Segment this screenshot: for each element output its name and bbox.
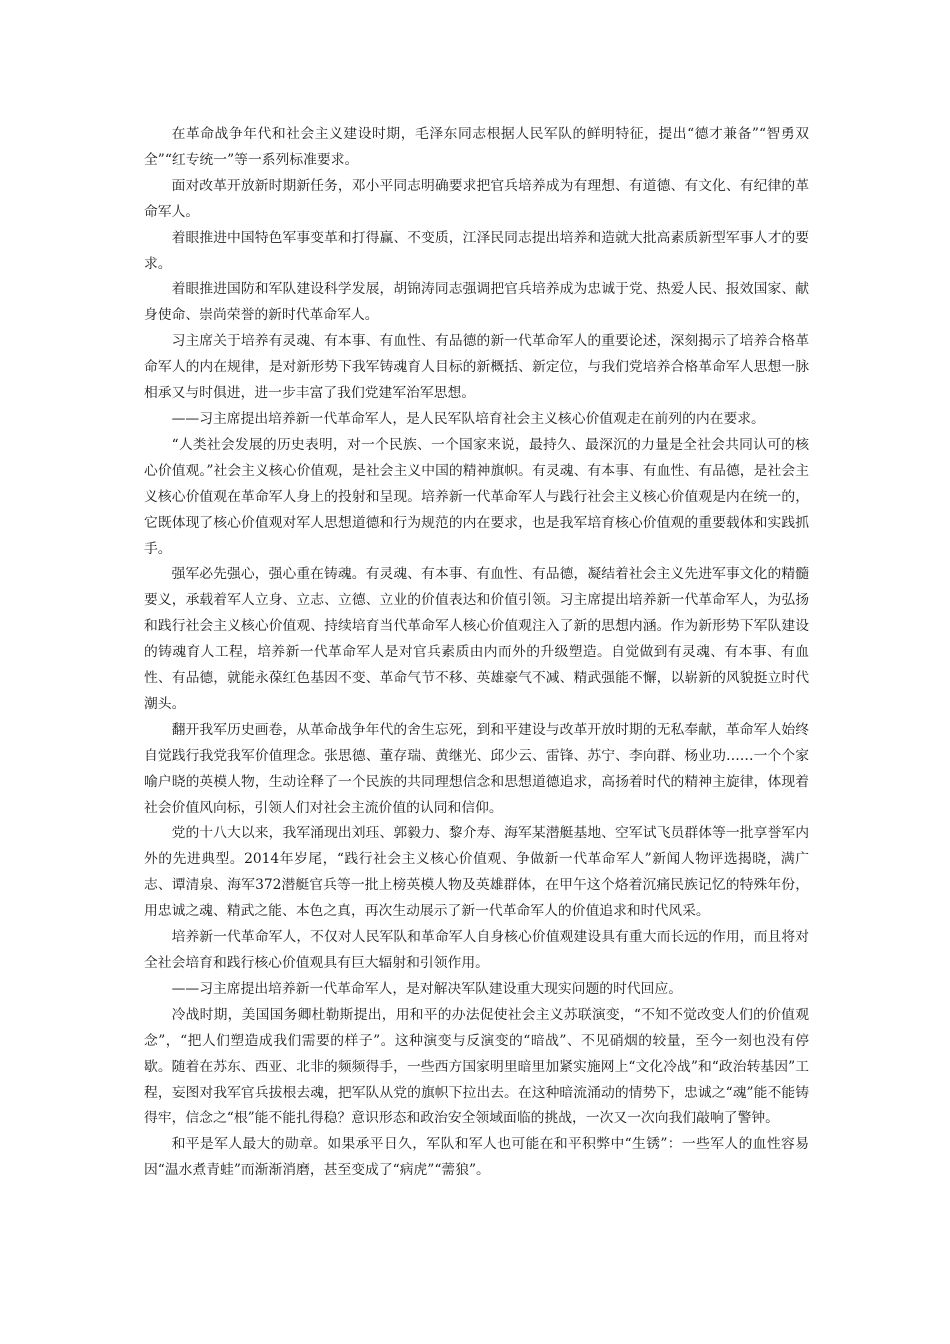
paragraph: 习主席关于培养有灵魂、有本事、有血性、有品德的新一代革命军人的重要论述，深刻揭示了培养合格革命军人的内在规律，是对新形势下我军铸魂育人目标的新概括、新定位，与我们党培养合格革命军人思想一脉相承又与时俱进，进一步丰富了我们党建军治军思想。 bbox=[144, 333, 809, 402]
paragraph: 培养新一代革命军人，不仅对人民军队和革命军人自身核心价值观建设具有重大而长远的作用，而且将对全社会培育和践行核心价值观具有巨大辐射和引领作用。 bbox=[144, 929, 809, 971]
paragraph: 冷战时期，美国国务卿杜勒斯提出，用和平的办法促使社会主义苏联演变，“不知不觉改变人们的价值观念”，“把人们塑造成我们需要的样子”。这种演变与反演变的“暗战”、不见硝烟的较量，至今一刻也没有停歇。随着在苏东、西亚、北非的频频得手，一些西方国家明里暗里加紧实施网上“文化冷战”和“政治转基因”工程，妄图对我军官兵拔根去魂，把军队从党的旗帜下拉出去。在这种暗流涌动的情势下，忠诚之“魂”能不能铸得牢，信念之“根”能不能扎得稳？意识形态和政治安全领域面临的挑战，一次又一次向我们敲响了警钟。 bbox=[144, 1006, 809, 1127]
document-page bbox=[144, 122, 809, 1184]
paragraph: 着眼推进国防和军队建设科学发展，胡锦涛同志强调把官兵培养成为忠诚于党、热爱人民、报效国家、献身使命、崇尚荣誉的新时代革命军人。 bbox=[144, 281, 809, 324]
paragraph: 强军必先强心，强心重在铸魂。有灵魂、有本事、有血性、有品德，凝结着社会主义先进军事文化的精髓要义，承载着军人立身、立志、立德、立业的价值表达和价值引领。习主席提出培养新一代革命军人，为弘扬和践行社会主义核心价值观、持续培育当代革命军人核心价值观注入了新的思想内涵。作为新形势下军队建设的铸魂育人工程，培养新一代革命军人是对官兵素质由内而外的升级塑造。自觉做到有灵魂、有本事、有血性、有品德，就能永葆红色基因不变、革命气节不移、英雄豪气不减、精武强能不懈，以崭新的风貌挺立时代潮头。 bbox=[144, 566, 809, 712]
paragraph: 面对改革开放新时期新任务，邓小平同志明确要求把官兵培养成为有理想、有道德、有文化、有纪律的革命军人。 bbox=[144, 177, 809, 220]
paragraph: 着眼推进中国特色军事变革和打得赢、不变质，江泽民同志提出培养和造就大批高素质新型军事人才的要求。 bbox=[144, 229, 809, 272]
paragraph: 翻开我军历史画卷，从革命战争年代的舍生忘死，到和平建设与改革开放时期的无私奉献，革命军人始终自觉践行我党我军价值理念。张思德、董存瑞、黄继光、邱少云、雷锋、苏宁、李向群、杨业功……一个个家喻户晓的英模人物，生动诠释了一个民族的共同理想信念和思想道德追求，高扬着时代的精神主旋律，体现着社会价值风向标，引领人们对社会主流价值的认同和信仰。 bbox=[144, 721, 809, 816]
paragraph: “人类社会发展的历史表明，对一个民族、一个国家来说，最持久、最深沉的力量是全社会共同认可的核心价值观。”社会主义核心价值观，是社会主义中国的精神旗帜。有灵魂、有本事、有血性、有品德，是社会主义核心价值观在革命军人身上的投射和呈现。培养新一代革命军人与践行社会主义核心价值观是内在统一的，它既体现了核心价值观对军人思想道德和行为规范的内在要求，也是我军培育核心价值观的重要载体和实践抓手。 bbox=[144, 436, 809, 557]
paragraph: ——习主席提出培养新一代革命军人，是人民军队培育社会主义核心价值观走在前列的内在要求。 bbox=[171, 410, 765, 427]
paragraph: 和平是军人最大的勋章。如果承平日久，军队和军人也可能在和平积弊中“生锈”：一些军人的血性容易因“温水煮青蛙”而渐渐消磨，甚至变成了“病虎”“薷狼”。 bbox=[144, 1136, 809, 1179]
paragraph: 党的十八大以来，我军涌现出刘珏、郭毅力、黎介寿、海军某潜艇基地、空军试飞员群体等一批享誉军内外的先进典型。2014年岁尾，“践行社会主义核心价值观、争做新一代革命军人”新闻人物评选揭晓，满广志、谭清泉、海军372潜艇官兵等一批上榜英模人物及英雄群体，在甲午这个烙着沉痛民族记忆的特殊年份，用忠诚之魂、精武之能、本色之真，再次生动展示了新一代革命军人的价值追求和时代风采。 bbox=[144, 825, 809, 920]
paragraph: 在革命战争年代和社会主义建设时期，毛泽东同志根据人民军队的鲜明特征，提出“德才兼备”“智勇双全”“红专统一”等一系列标准要求。 bbox=[144, 126, 809, 168]
paragraph: ——习主席提出培养新一代革命军人，是对解决军队建设重大现实问题的时代回应。 bbox=[171, 980, 683, 997]
